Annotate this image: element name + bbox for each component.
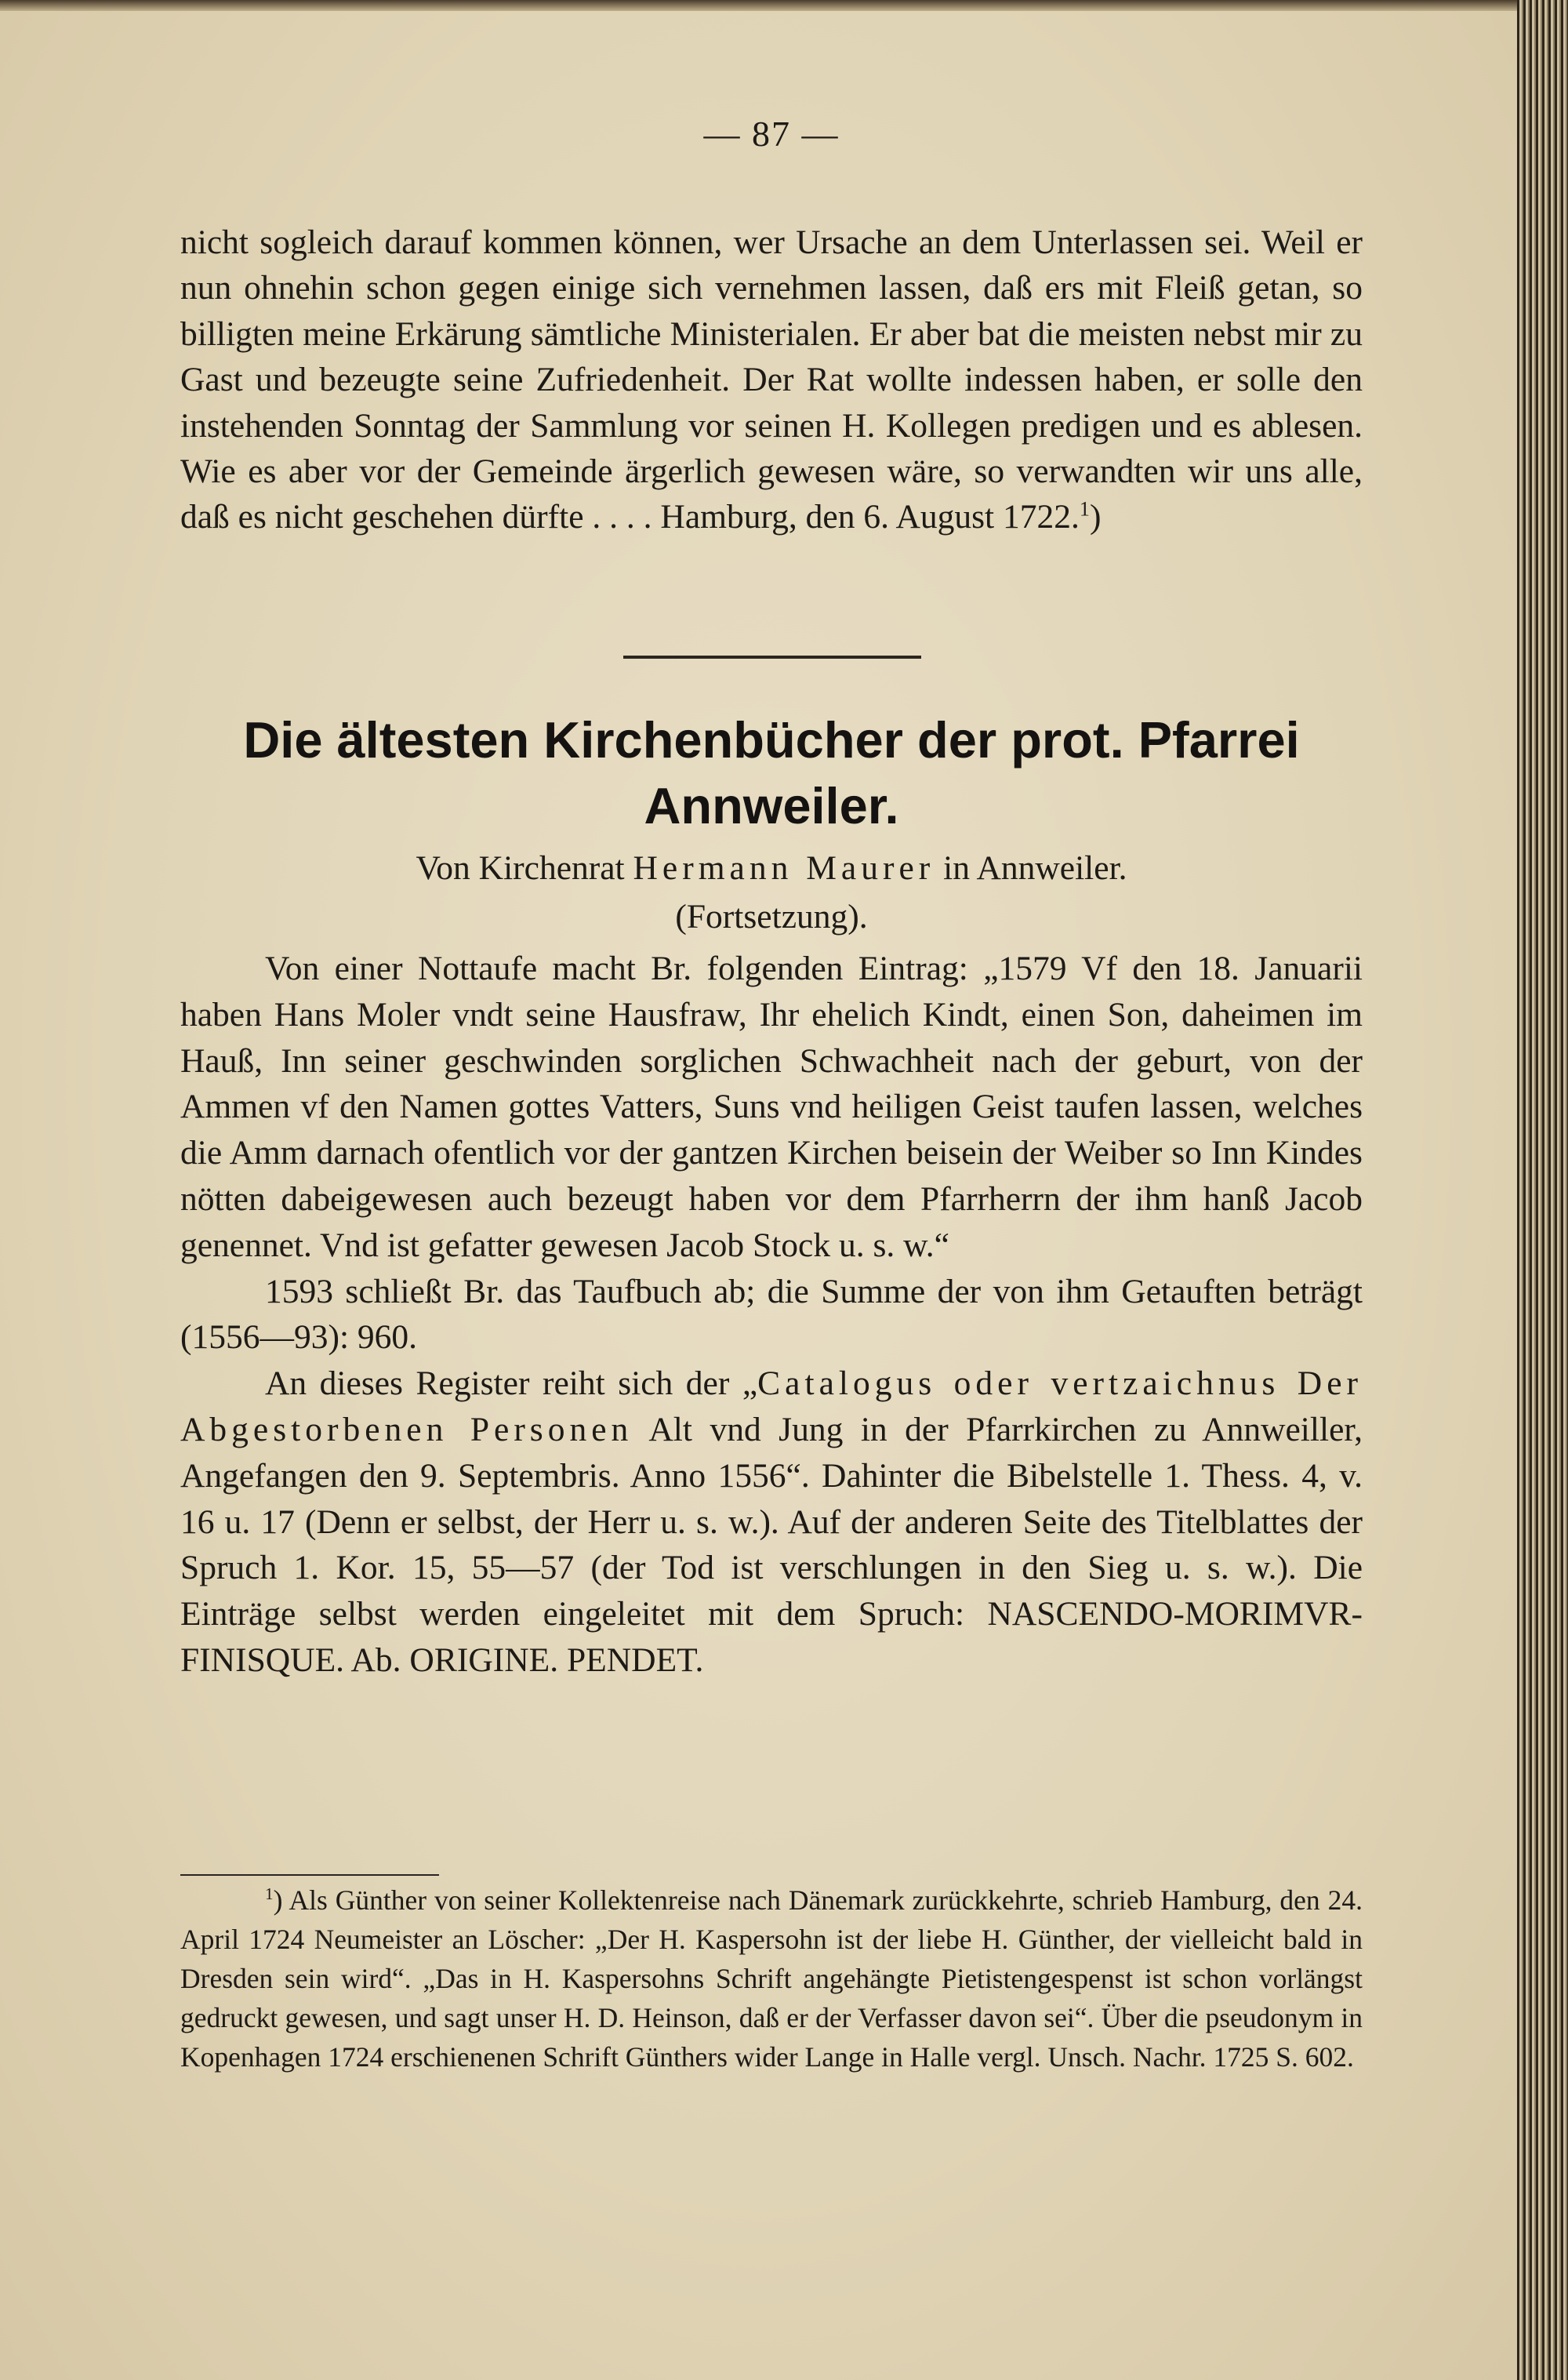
page-number: — 87 — (703, 114, 840, 154)
paragraph-register (180, 1361, 1363, 1684)
byline-suffix: in Annweiler. (943, 849, 1127, 887)
footnote-divider (180, 1874, 439, 1876)
footnote-marker-paren: ) (273, 1884, 283, 1916)
footnote-text: Als Günther von seiner Kollektenreise nach Dänemark zurückkehrte, schrieb Hamburg, den 24. April 1724 Neumeister an Löscher: „Der H. Kaspersohn ist der liebe H. Günther, der vielleicht bald in Dresden sein wird“. „Das in H. Kaspersohns Schrift angehängte Pietistengespenst ist schon vorlängst gedruckt gewesen, und sagt unser H. D. Heinson, daß er der Verfasser davon sei“. Über die pseudonym in Kopenhagen 1724 erschienenen Schrift Günthers wider Lange in Halle vergl. Unsch. Nachr. 1725 S. 602. (180, 1884, 1363, 2073)
continued-paragraph-text: nicht sogleich darauf kommen können, wer Ursache an dem Unterlassen sei. Weil er nun ohnehin schon gegen einige sich vernehmen lassen, daß ers mit Fleiß getan, so billigten meine Erkärung sämtliche Ministerialen. Er aber bat die meisten nebst mir zu Gast und bezeugte seine Zufriedenheit. Der Rat wollte indessen haben, er solle den instehenden Sonntag der Sammlung vor seinen H. Kollegen predigen und es ablesen. Wie es aber vor der Gemeinde ärgerlich gewesen wäre, so verwandten wir uns alle, daß es nicht geschehen dürfte . . . . Hamburg, den 6. August 1722. (180, 223, 1363, 536)
paragraph-taufbuch: 1593 schließt Br. das Taufbuch ab; die Summe der von ihm Getauften beträgt (1556—93): 960. (180, 1272, 1363, 1357)
byline-prefix: Von Kirchenrat (416, 849, 625, 887)
footnote-marker: 1 (265, 1884, 274, 1904)
continuation-note: (Fortsetzung). (675, 898, 868, 936)
byline-author: Hermann Maurer (633, 849, 935, 887)
article-title: Die ältesten Kirchenbücher der prot. Pfarrei Annweiler. (243, 711, 1300, 834)
continued-paragraph (180, 220, 1363, 540)
article-body (180, 946, 1363, 1684)
footnote-1 (180, 1880, 1363, 2077)
page-top-shadow (0, 0, 1517, 11)
footnote-reference: 1 (1079, 497, 1090, 521)
article-byline (180, 845, 1363, 891)
paragraph-register-end: Alt vnd Jung in der Pfarrkirchen zu Annweiller, Angefangen den 9. Septembris. Anno 1556“. Dahinter die Bibelstelle 1. Thess. 4, v. 16 u. 17 (Denn er selbst, der Herr u. s. w.). Auf der anderen Seite des Titelblattes der Spruch 1. Kor. 15, 55—57 (der Tod ist verschlungen in den Sieg u. s. w.). Die Einträge selbst werden eingeleitet mit dem Spruch: NASCENDO-MORIMVR-FINISQUE. Ab. ORIGINE. PENDET. (180, 1410, 1363, 1679)
continued-text-block (180, 220, 1363, 540)
footnotes (180, 1880, 1363, 2077)
section-divider (623, 656, 921, 659)
paragraph-register-start: An dieses Register reiht sich der „ (265, 1364, 758, 1403)
paragraph-nottaufe: Von einer Nottaufe macht Br. folgenden Eintrag: „1579 Vf den 18. Januarii haben Hans Moler vndt seine Hausfraw, Ihr ehelich Kindt, einen Son, daheimen im Hauß, Inn seiner geschwinden sorglichen Schwachheit nach der geburt, von der Ammen vf den Namen gottes Vatters, Suns vnd heiligen Geist taufen lassen, welches die Amm darnach ofentlich vor der gantzen Kirchen beisein der Weiber so Inn Kindes nötten dabeigewesen auch bezeugt haben vor dem Pfarrherrn der ihm hanß Jacob genennet. Vnd ist gefatter gewesen Jacob Stock u. s. w.“ (180, 950, 1363, 1264)
catalogus-title: Catalogus oder vertzaichnus Der Abgestorbenen Personen (180, 1364, 1363, 1448)
footnote-reference-paren: ) (1089, 498, 1102, 536)
book-page-edges (1517, 0, 1568, 2380)
